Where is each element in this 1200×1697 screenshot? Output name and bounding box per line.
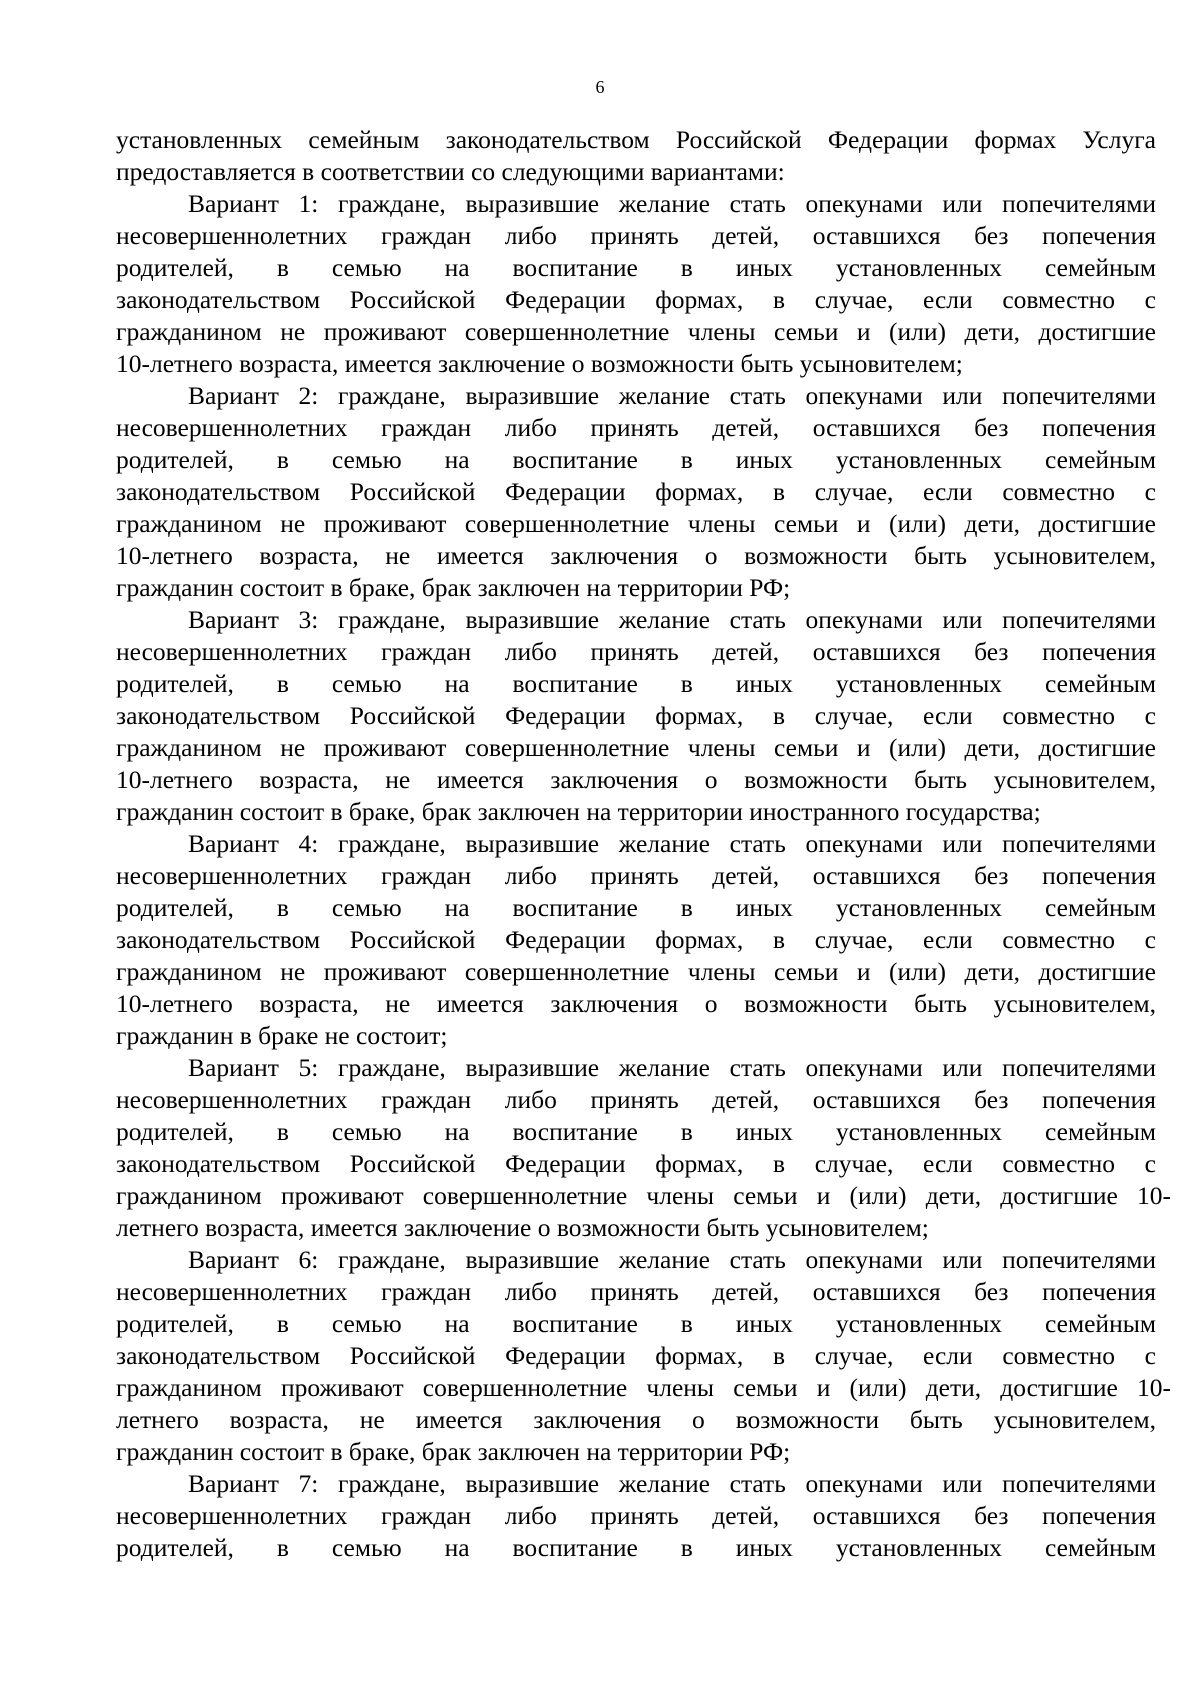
text-line: законодательством Российской Федерации формах, в случае, если совместно с bbox=[116, 925, 1156, 954]
text-line: родителей, в семью на воспитание в иных установленных семейным bbox=[116, 253, 1156, 282]
text-line: 10-летнего возраста, имеется заключение о возможности быть усыновителем; bbox=[116, 349, 963, 378]
text-line: 10-летнего возраста, не имеется заключения о возможности быть усыновителем, bbox=[116, 765, 1156, 794]
text-line: гражданином проживают совершеннолетние члены семьи и (или) дети, достигшие 10- bbox=[116, 1373, 1171, 1402]
variant-4-heading-line: Вариант 4: граждане, выразившие желание стать опекунами или попечителями bbox=[188, 829, 1156, 858]
text-line: гражданином не проживают совершеннолетние члены семьи и (или) дети, достигшие bbox=[116, 733, 1156, 762]
text-line: законодательством Российской Федерации формах, в случае, если совместно с bbox=[116, 1149, 1156, 1178]
text-line: предоставляется в соответствии со следующими вариантами: bbox=[116, 157, 785, 186]
variant-3-heading-line: Вариант 3: граждане, выразившие желание стать опекунами или попечителями bbox=[188, 605, 1156, 634]
text-line: гражданин состоит в браке, брак заключен на территории РФ; bbox=[116, 1437, 791, 1466]
text-line: гражданином проживают совершеннолетние члены семьи и (или) дети, достигшие 10- bbox=[116, 1181, 1171, 1210]
text-line: родителей, в семью на воспитание в иных установленных семейным bbox=[116, 1117, 1156, 1146]
page-number: 6 bbox=[595, 77, 605, 97]
text-line: несовершеннолетних граждан либо принять детей, оставшихся без попечения bbox=[116, 413, 1156, 442]
text-line: законодательством Российской Федерации формах, в случае, если совместно с bbox=[116, 477, 1156, 506]
text-line: гражданин состоит в браке, брак заключен на территории иностранного государства; bbox=[116, 797, 1041, 826]
text-line: 10-летнего возраста, не имеется заключения о возможности быть усыновителем, bbox=[116, 989, 1156, 1018]
text-line: несовершеннолетних граждан либо принять детей, оставшихся без попечения bbox=[116, 1277, 1156, 1306]
variant-6-heading-line: Вариант 6: граждане, выразившие желание стать опекунами или попечителями bbox=[188, 1245, 1156, 1274]
text-line: родителей, в семью на воспитание в иных установленных семейным bbox=[116, 445, 1156, 474]
text-line: родителей, в семью на воспитание в иных установленных семейным bbox=[116, 669, 1156, 698]
text-line: несовершеннолетних граждан либо принять детей, оставшихся без попечения bbox=[116, 637, 1156, 666]
text-line: родителей, в семью на воспитание в иных установленных семейным bbox=[116, 893, 1156, 922]
text-line: родителей, в семью на воспитание в иных установленных семейным bbox=[116, 1533, 1156, 1562]
text-line: законодательством Российской Федерации формах, в случае, если совместно с bbox=[116, 701, 1156, 730]
variant-1-heading-line: Вариант 1: граждане, выразившие желание стать опекунами или попечителями bbox=[188, 189, 1156, 218]
text-line: 10-летнего возраста, не имеется заключения о возможности быть усыновителем, bbox=[116, 541, 1156, 570]
variant-7-heading-line: Вариант 7: граждане, выразившие желание стать опекунами или попечителями bbox=[188, 1469, 1156, 1498]
text-line: летнего возраста, имеется заключение о возможности быть усыновителем; bbox=[116, 1213, 929, 1242]
text-line: несовершеннолетних граждан либо принять детей, оставшихся без попечения bbox=[116, 1501, 1156, 1530]
text-line: гражданином не проживают совершеннолетние члены семьи и (или) дети, достигшие bbox=[116, 317, 1156, 346]
text-line: гражданин в браке не состоит; bbox=[116, 1021, 448, 1050]
text-line: несовершеннолетних граждан либо принять детей, оставшихся без попечения bbox=[116, 221, 1156, 250]
text-line: родителей, в семью на воспитание в иных установленных семейным bbox=[116, 1309, 1156, 1338]
text-line: законодательством Российской Федерации формах, в случае, если совместно с bbox=[116, 285, 1156, 314]
variant-5-heading-line: Вариант 5: граждане, выразившие желание стать опекунами или попечителями bbox=[188, 1053, 1156, 1082]
text-line: законодательством Российской Федерации формах, в случае, если совместно с bbox=[116, 1341, 1156, 1370]
text-line: установленных семейным законодательством Российской Федерации формах Услуга bbox=[116, 125, 1156, 154]
text-line: гражданин состоит в браке, брак заключен на территории РФ; bbox=[116, 573, 791, 602]
text-line: несовершеннолетних граждан либо принять детей, оставшихся без попечения bbox=[116, 861, 1156, 890]
text-line: летнего возраста, не имеется заключения о возможности быть усыновителем, bbox=[116, 1405, 1156, 1434]
variant-2-heading-line: Вариант 2: граждане, выразившие желание стать опекунами или попечителями bbox=[188, 381, 1156, 410]
text-line: несовершеннолетних граждан либо принять детей, оставшихся без попечения bbox=[116, 1085, 1156, 1114]
text-line: гражданином не проживают совершеннолетние члены семьи и (или) дети, достигшие bbox=[116, 509, 1156, 538]
text-line: гражданином не проживают совершеннолетние члены семьи и (или) дети, достигшие bbox=[116, 957, 1156, 986]
